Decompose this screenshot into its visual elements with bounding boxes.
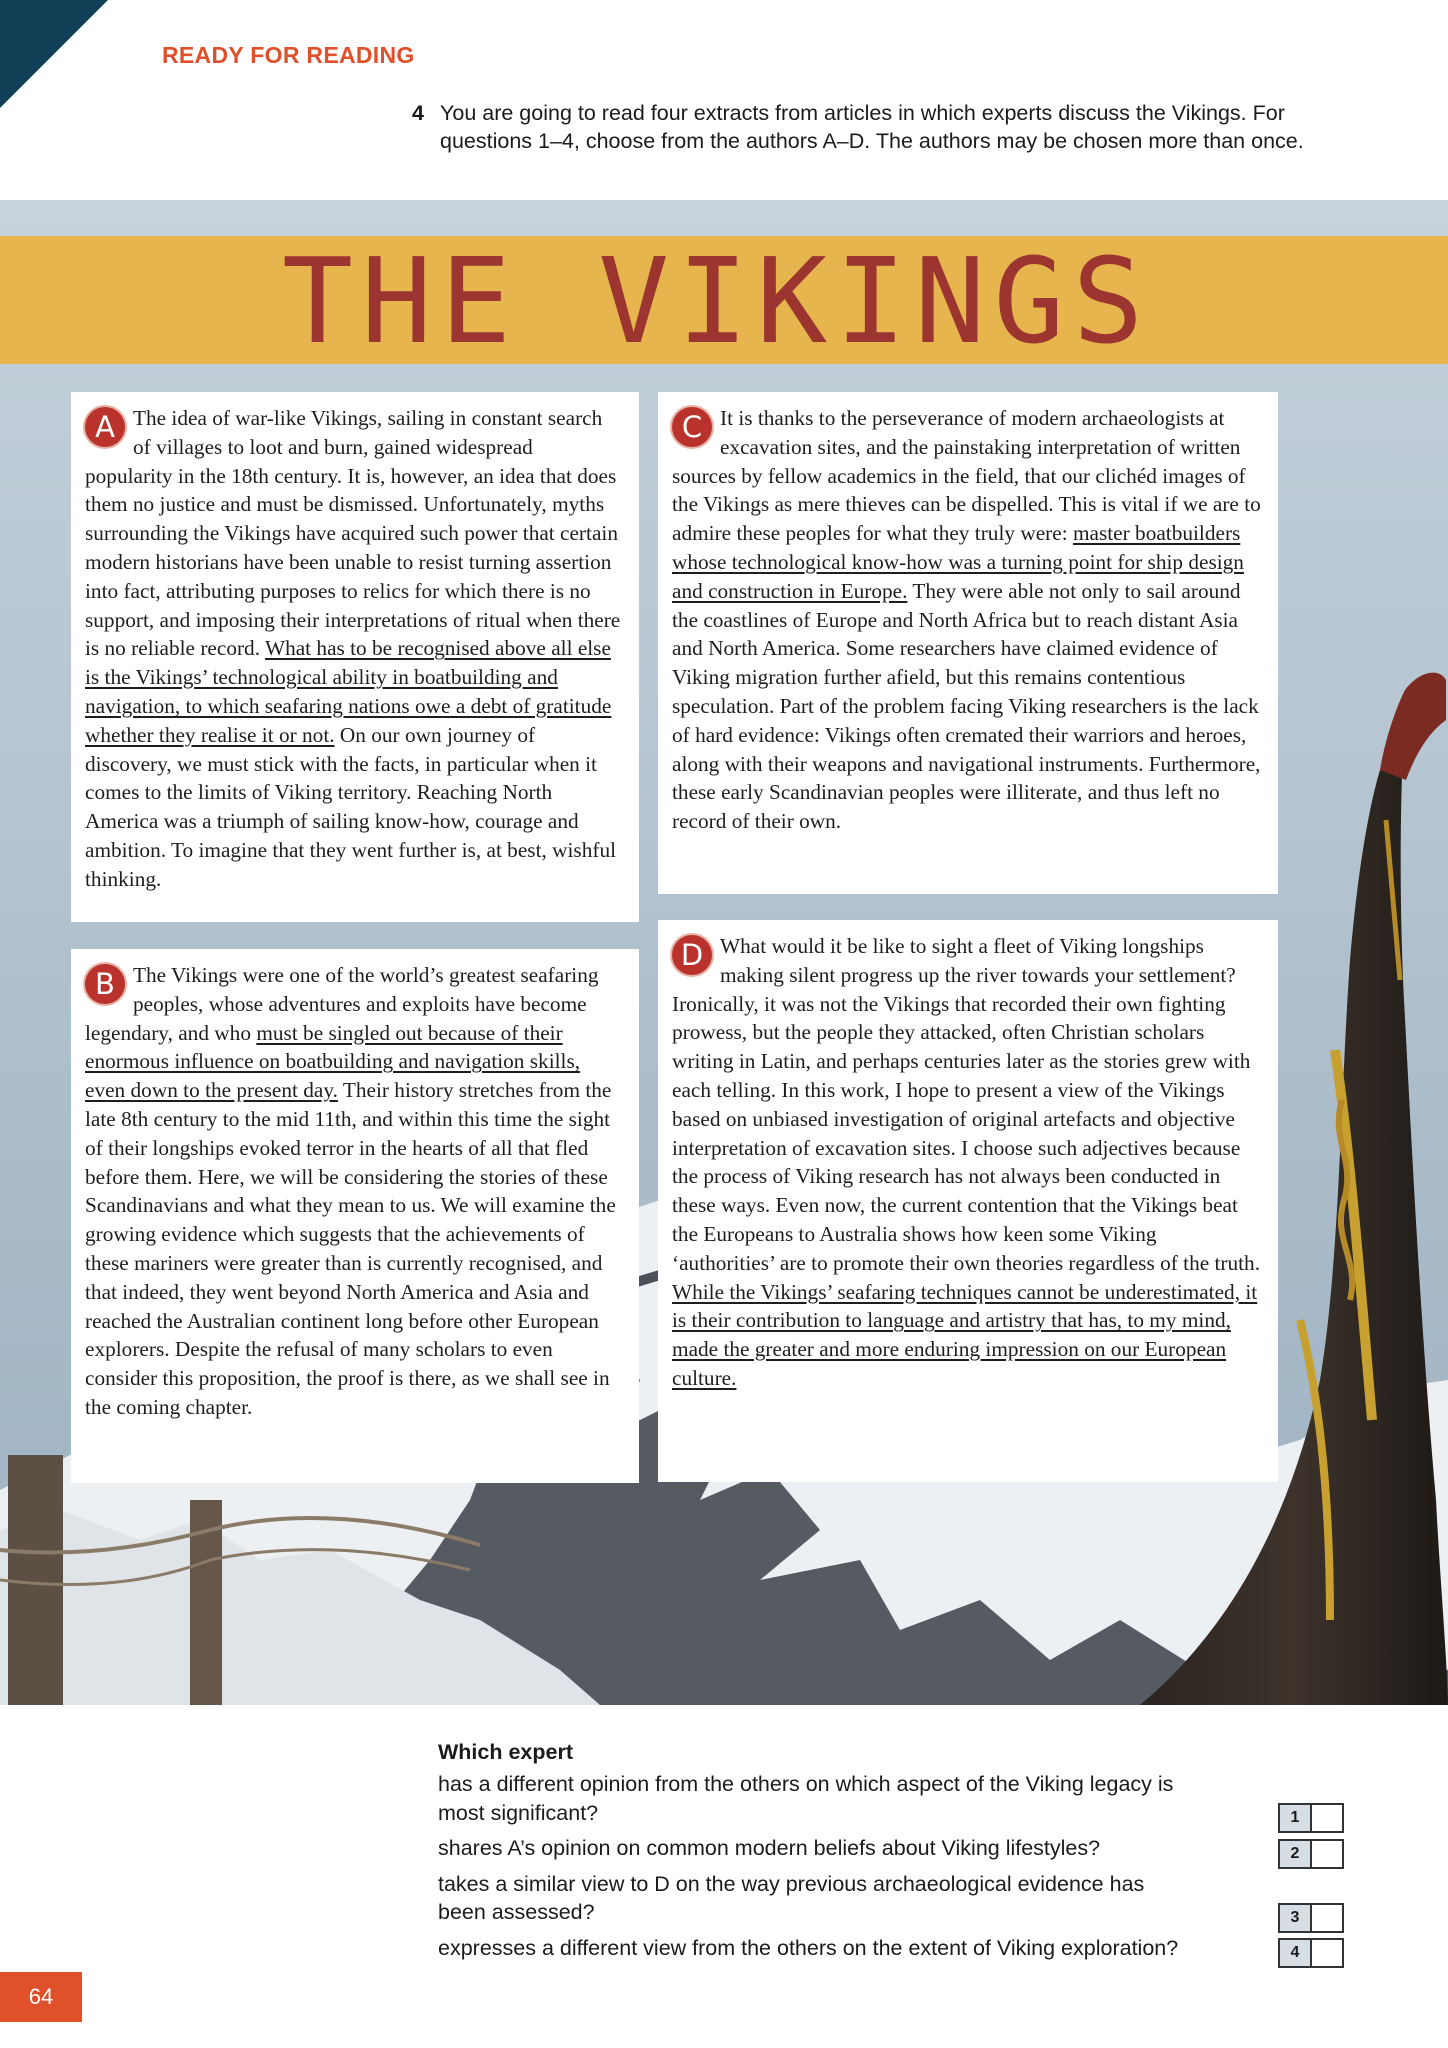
question-number: 1 [1278, 1803, 1312, 1833]
extract-a-underlined: What has to be recognised above all else is the Vikings’ technological ability in boatbuilding and navigation, to which seafaring nations owe a debt of gratitude whether they realise it or not. [85, 636, 612, 747]
question-item [438, 1934, 1344, 1963]
extract-d-text [672, 932, 1264, 1393]
questions-heading: Which expert [438, 1740, 573, 1764]
instruction-number: 4 [412, 101, 424, 125]
question-item [438, 1870, 1344, 1927]
answer-box-3[interactable] [1278, 1903, 1344, 1933]
extract-letter-d: D [672, 935, 712, 975]
article-title [0, 232, 1448, 370]
extract-b [71, 949, 639, 1483]
answer-box-1[interactable] [1278, 1803, 1344, 1833]
extract-c-p2: They were able not only to sail around the coastlines of Europe and North Africa but to reach distant Asia and North America. Some researchers have claimed evidence of Viking migration further afield, but this remains contentious speculation. Part of the problem facing Viking researchers is the lack of hard evidence: Vikings often cremated their warriors and heroes, along with their weapons and navigational instruments. Furthermore, these early Scandinavian peoples were illiterate, and thus left no record of their own. [672, 578, 1261, 834]
answer-field[interactable] [1312, 1903, 1344, 1933]
corner-triangle [0, 0, 108, 108]
question-text: shares A’s opinion on common modern beliefs about Viking lifestyles? [438, 1836, 1101, 1860]
extract-b-underlined: must be singled out because of their enormous influence on boatbuilding and navigation skills, even down to the present day. [85, 1020, 581, 1103]
extract-letter-b: B [85, 964, 125, 1004]
extract-b-text [85, 961, 625, 1422]
extract-letter-a: A [85, 407, 125, 447]
page-number: 64 [0, 1972, 82, 2022]
extract-b-p2: Their history stretches from the late 8th century to the mid 11th, and within this time the sight of their longships evoked terror in the hearts of all that fled before them. Here, we will be considering the stories of these Scandinavians and what they mean to us. We will examine the growing evidence which suggests that the achievements of these mariners were greater than is currently recognised, and that indeed, they went beyond North America and Asia and reached the Australian continent long before other European explorers. Despite the refusal of many scholars to even consider this proposition, the proof is there, as we shall see in the coming chapter. [85, 1078, 616, 1419]
question-text: has a different opinion from the others on which aspect of the Viking legacy is most significant? [438, 1772, 1174, 1825]
question-number: 3 [1278, 1903, 1312, 1933]
question-item [438, 1770, 1344, 1827]
extract-b-p1: The Vikings were one of the world’s greatest seafaring peoples, whose adventures and exploits have become legendary, and who [85, 963, 599, 1045]
extract-c-text [672, 404, 1264, 836]
question-number: 2 [1278, 1839, 1312, 1869]
instruction-text: You are going to read four extracts from articles in which experts discuss the Vikings. For questions 1–4, choose from the authors A–D. The authors may be chosen more than once. [440, 101, 1304, 153]
article-title-text: THE VIKINGS [282, 232, 1152, 370]
answer-box-4[interactable] [1278, 1938, 1344, 1968]
extract-c [658, 392, 1278, 894]
question-item [438, 1834, 1344, 1863]
extract-a-p1: The idea of war-like Vikings, sailing in constant search of villages to loot and burn, gained widespread popularity in the 18th century. It is, however, an idea that does them no justice and must be dismissed. Unfortunately, myths surrounding the Vikings have acquired such power that certain modern historians have been unable to resist turning assertion into fact, attributing purposes to relics for which there is no support, and imposing their interpretations of ritual when there is no reliable record. [85, 406, 621, 661]
extract-a-text [85, 404, 625, 894]
question-text: expresses a different view from the others on the extent of Viking exploration? [438, 1935, 1179, 1960]
extract-a-p2: On our own journey of discovery, we must stick with the facts, in particular when it comes to the limits of Viking territory. Reaching North America was a triumph of sailing know-how, courage and ambition. To imagine that they went further is, at best, wishful thinking. [85, 722, 617, 891]
questions-section [438, 1738, 1344, 1969]
extract-d-underlined: While the Vikings’ seafaring techniques cannot be underestimated, it is their contribution to language and artistry that has, to my mind, made the greater and more enduring impression on our European culture. [672, 1279, 1258, 1390]
answer-field[interactable] [1312, 1839, 1344, 1869]
answer-field[interactable] [1312, 1938, 1344, 1968]
question-number: 4 [1278, 1938, 1312, 1968]
task-instruction [412, 99, 1352, 155]
extract-a [71, 392, 639, 922]
extract-letter-c: C [672, 407, 712, 447]
extract-d-p1: What would it be like to sight a fleet of Viking longships making silent progress up the river towards your settlement? Ironically, it was not the Vikings that recorded their own fighting prowess, but the people they attacked, often Christian scholars writing in Latin, and perhaps centuries later as the stories grew with each telling. In this work, I hope to present a view of the Vikings based on unbiased investigation of original artefacts and objective interpretation of excavation sites. I choose such adjectives because the process of Viking research has not always been conducted in these ways. Even now, the current contention that the Vikings beat the Europeans to Australia shows how keen some Viking ‘authorities’ are to promote their own theories regardless of the truth. [672, 934, 1261, 1275]
extract-d [658, 920, 1278, 1482]
section-label: READY FOR READING [162, 42, 415, 68]
answer-box-2[interactable] [1278, 1839, 1344, 1869]
question-text: takes a similar view to D on the way previous archaeological evidence has been assessed? [438, 1871, 1145, 1924]
extract-c-p1: It is thanks to the perseverance of modern archaeologists at excavation sites, and the painstaking interpretation of written sources by fellow academics in the field, that our clichéd images of the Vikings as mere thieves can be dispelled. This is vital if we are to admire these peoples for what they truly were: [672, 406, 1261, 546]
extract-c-underlined: master boatbuilders whose technological know-how was a turning point for ship design and construction in Europe. [672, 521, 1244, 603]
answer-field[interactable] [1312, 1803, 1344, 1833]
